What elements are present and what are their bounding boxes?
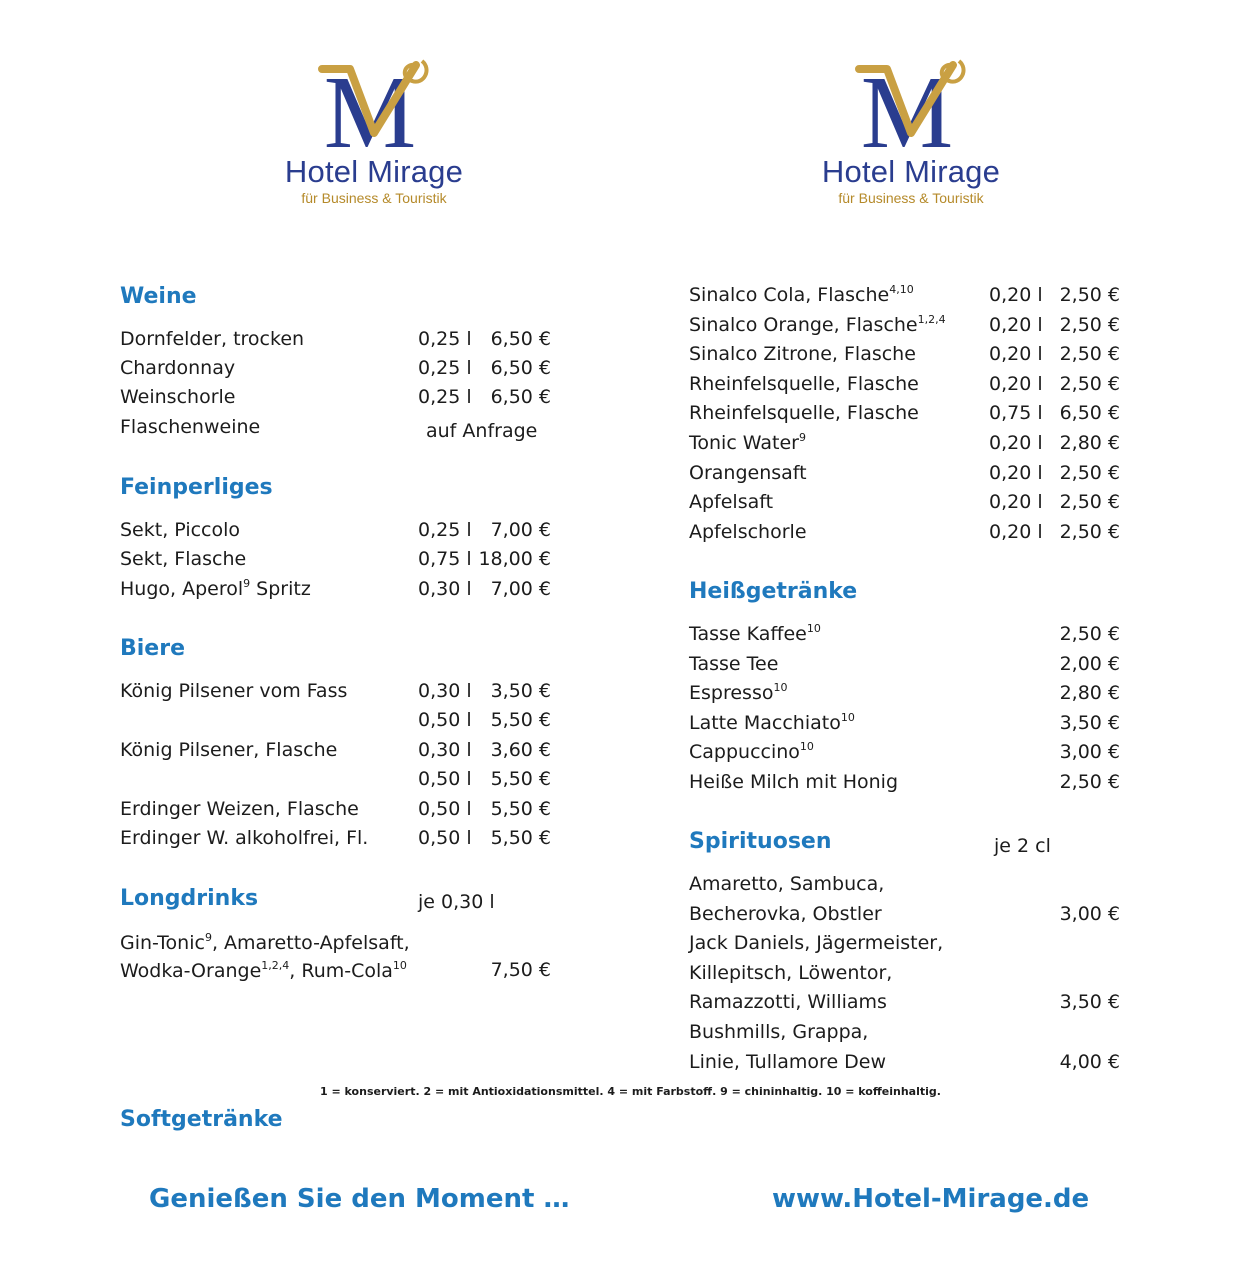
item-price: 5,50 €: [490, 798, 551, 820]
item-price: 2,50 €: [1059, 343, 1120, 366]
item-price: 5,50 €: [490, 709, 551, 731]
menu-row: [689, 281, 1129, 309]
item-price: 2,50 €: [1059, 313, 1120, 336]
item-price: 2,50 €: [1059, 491, 1120, 514]
item-name: Sinalco Orange, Flasche$^{1,2,4}$: [689, 312, 946, 336]
section-title-feinperliges: Feinperliges: [120, 475, 273, 500]
item-name: Flaschenweine: [120, 416, 261, 438]
item-name: Sekt, Piccolo: [120, 519, 241, 541]
section-title-longdrinks: Longdrinks: [120, 886, 259, 911]
item-volume: 0,20 l: [989, 520, 1043, 543]
item-name: König Pilsener vom Fass: [120, 680, 348, 702]
item-name: Linie, Tullamore Dew: [689, 1050, 887, 1073]
item-name: Sinalco Cola, Flasche$^{4,10}$: [689, 283, 914, 306]
item-price: 2,50 €: [1059, 284, 1120, 306]
menu-row: [689, 340, 1129, 368]
menu-row: [120, 795, 560, 823]
item-price: 2,50 €: [1059, 372, 1120, 395]
item-volume: 0,25 l: [418, 357, 472, 379]
item-name: Rheinfelsquelle, Flasche: [689, 372, 919, 395]
menu-row: [689, 370, 1129, 398]
menu-row: [689, 620, 1129, 648]
item-name: Erdinger Weizen, Flasche: [120, 798, 359, 820]
menu-row: [689, 738, 1129, 766]
item-name: Ramazzotti, Williams: [689, 991, 887, 1014]
item-name: Espresso$^{10}$: [689, 681, 788, 705]
item-volume: 0,30 l: [418, 680, 472, 702]
menu-row: [689, 488, 1129, 516]
item-price: 6,50 €: [490, 357, 551, 379]
menu-row: [689, 679, 1129, 707]
hotel-name: Hotel Mirage: [284, 154, 464, 189]
item-name: Jack Daniels, Jägermeister,: [689, 932, 944, 955]
item-price: 7,50 €: [490, 959, 551, 981]
item-volume: 0,20 l: [989, 491, 1043, 514]
item-price: 3,00 €: [1059, 902, 1120, 925]
item-price: 18,00 €: [478, 548, 551, 570]
hotel-logo-left: [254, 55, 494, 215]
menu-row: [120, 575, 560, 603]
item-volume: 0,30 l: [418, 578, 472, 600]
item-price: 2,50 €: [1059, 520, 1120, 543]
longdrinks-line-2: Wodka-Orange$^{1,2,4}$, Rum-Cola$^{10}$ 7,50 €: [120, 957, 560, 985]
item-price: 2,80 €: [1059, 432, 1120, 454]
item-name: Tasse Kaffee$^{10}$: [689, 622, 821, 645]
item-name: Amaretto, Sambuca,: [689, 873, 885, 895]
menu-row: [689, 459, 1129, 487]
menu-row: [120, 736, 560, 764]
hotel-logo-right: [791, 55, 1031, 215]
menu-row: [689, 1048, 1129, 1076]
item-name: Rheinfelsquelle, Flasche: [689, 402, 919, 425]
item-price: 3,50 €: [1059, 711, 1120, 734]
item-price: 6,50 €: [490, 328, 551, 350]
hotel-tagline: für Business & Touristik: [301, 190, 447, 206]
item-name: Hugo, Aperol$^9$ Spritz: [120, 577, 311, 600]
footer-slogan: Genießen Sie den Moment …: [149, 1184, 570, 1214]
menu-row: [689, 900, 1129, 928]
item-volume: 0,25 l: [418, 386, 472, 408]
item-volume: 0,50 l: [418, 798, 472, 820]
menu-row: [120, 516, 560, 544]
item-volume: 0,20 l: [989, 372, 1043, 395]
menu-row: [120, 325, 560, 353]
item-name: Killepitsch, Löwentor,: [689, 961, 893, 984]
menu-row: [689, 988, 1129, 1016]
item-volume: 0,20 l: [989, 343, 1043, 366]
menu-row: [689, 399, 1129, 427]
menu-row: [689, 650, 1129, 678]
item-name: Apfelschorle: [689, 520, 807, 543]
item-name: Apfelsaft: [689, 491, 774, 514]
menu-row: [689, 709, 1129, 737]
menu-row: [689, 429, 1129, 457]
menu-row: [120, 413, 560, 441]
item-name: Tonic Water$^9$: [689, 431, 806, 454]
menu-row: [120, 765, 560, 793]
menu-row: [120, 824, 560, 852]
item-price: 3,60 €: [490, 739, 551, 761]
item-name: Sinalco Zitrone, Flasche: [689, 343, 916, 366]
monogram-logo-icon: [841, 55, 981, 155]
item-price: 2,50 €: [1059, 461, 1120, 484]
item-name: Weinschorle: [120, 386, 236, 408]
item-price: 3,50 €: [1059, 991, 1120, 1014]
item-price: 3,00 €: [1059, 741, 1120, 764]
monogram-logo-icon: [304, 55, 444, 155]
menu-row: [689, 768, 1129, 796]
item-price: 7,00 €: [490, 578, 551, 600]
item-volume: 0,20 l: [989, 313, 1043, 336]
item-name: Dornfelder, trocken: [120, 328, 305, 350]
menu-row: [689, 311, 1129, 339]
item-name: Bushmills, Grappa,: [689, 1021, 869, 1043]
item-name: Cappuccino$^{10}$: [689, 740, 814, 764]
footnote-additives: 1 = konserviert. 2 = mit Antioxidationsmittel. 4 = mit Farbstoff. 9 = chininhaltig. 10 = koffeinhaltig.: [320, 1085, 941, 1098]
longdrinks-unit: je 0,30 l: [418, 891, 495, 913]
menu-row: [120, 383, 560, 411]
item-name: Heiße Milch mit Honig: [689, 771, 898, 793]
menu-row: [120, 677, 560, 705]
item-price: 5,50 €: [490, 768, 551, 790]
item-volume: 0,50 l: [418, 768, 472, 790]
menu-row: [689, 929, 1129, 957]
menu-row: [120, 545, 560, 573]
item-price: 2,50 €: [1059, 623, 1120, 645]
item-name: Tasse Tee: [689, 652, 779, 675]
item-volume: 0,20 l: [989, 432, 1043, 454]
menu-row: [689, 870, 1129, 898]
item-price: 2,80 €: [1059, 682, 1120, 705]
item-volume: 0,30 l: [418, 739, 472, 761]
spirit-unit: je 2 cl: [994, 835, 1051, 857]
item-volume: 0,50 l: [418, 709, 472, 731]
item-price: 2,50 €: [1059, 771, 1120, 793]
menu-row: [689, 1018, 1129, 1046]
item-note: auf Anfrage: [426, 420, 538, 442]
item-volume: 0,25 l: [418, 519, 472, 541]
item-name: Sekt, Flasche: [120, 548, 247, 570]
section-title-weine: Weine: [120, 284, 197, 309]
item-name: Becherovka, Obstler: [689, 902, 882, 925]
item-price: 3,50 €: [490, 680, 551, 702]
footer-website-link[interactable]: www.Hotel-Mirage.de: [772, 1184, 1090, 1214]
item-volume: 0,75 l: [989, 402, 1043, 425]
item-volume: 0,20 l: [989, 284, 1043, 306]
item-name: Chardonnay: [120, 357, 236, 379]
menu-row: [689, 959, 1129, 987]
item-name: Orangensaft: [689, 461, 807, 484]
item-volume: 0,20 l: [989, 461, 1043, 484]
hotel-name: Hotel Mirage: [821, 154, 1001, 189]
item-price: 5,50 €: [490, 827, 551, 849]
svg-text:M: M: [860, 55, 954, 155]
longdrinks-line-1: Gin-Tonic$^9$, Amaretto-Apfelsaft,: [120, 931, 410, 954]
item-volume: 0,50 l: [418, 827, 472, 849]
item-price: 7,00 €: [490, 519, 551, 541]
item-name: König Pilsener, Flasche: [120, 739, 338, 761]
item-name: Latte Macchiato$^{10}$: [689, 710, 855, 734]
item-volume: 0,25 l: [418, 328, 472, 350]
hotel-tagline: für Business & Touristik: [838, 190, 984, 206]
item-name: Erdinger W. alkoholfrei, Fl.: [120, 827, 369, 849]
menu-row: [120, 706, 560, 734]
section-title-softgetraenke: Softgetränke: [120, 1107, 283, 1132]
item-volume: 0,75 l: [418, 548, 472, 570]
item-price: 4,00 €: [1059, 1050, 1120, 1073]
svg-text:M: M: [323, 55, 417, 155]
section-title-spirituosen: Spirituosen: [689, 829, 832, 854]
menu-row: [689, 518, 1129, 546]
section-title-biere: Biere: [120, 636, 186, 661]
section-title-heissgetraenke: Heißgetränke: [689, 579, 858, 604]
menu-row: [120, 354, 560, 382]
item-price: 6,50 €: [1059, 402, 1120, 425]
item-price: 2,00 €: [1059, 652, 1120, 675]
item-price: 6,50 €: [490, 386, 551, 408]
